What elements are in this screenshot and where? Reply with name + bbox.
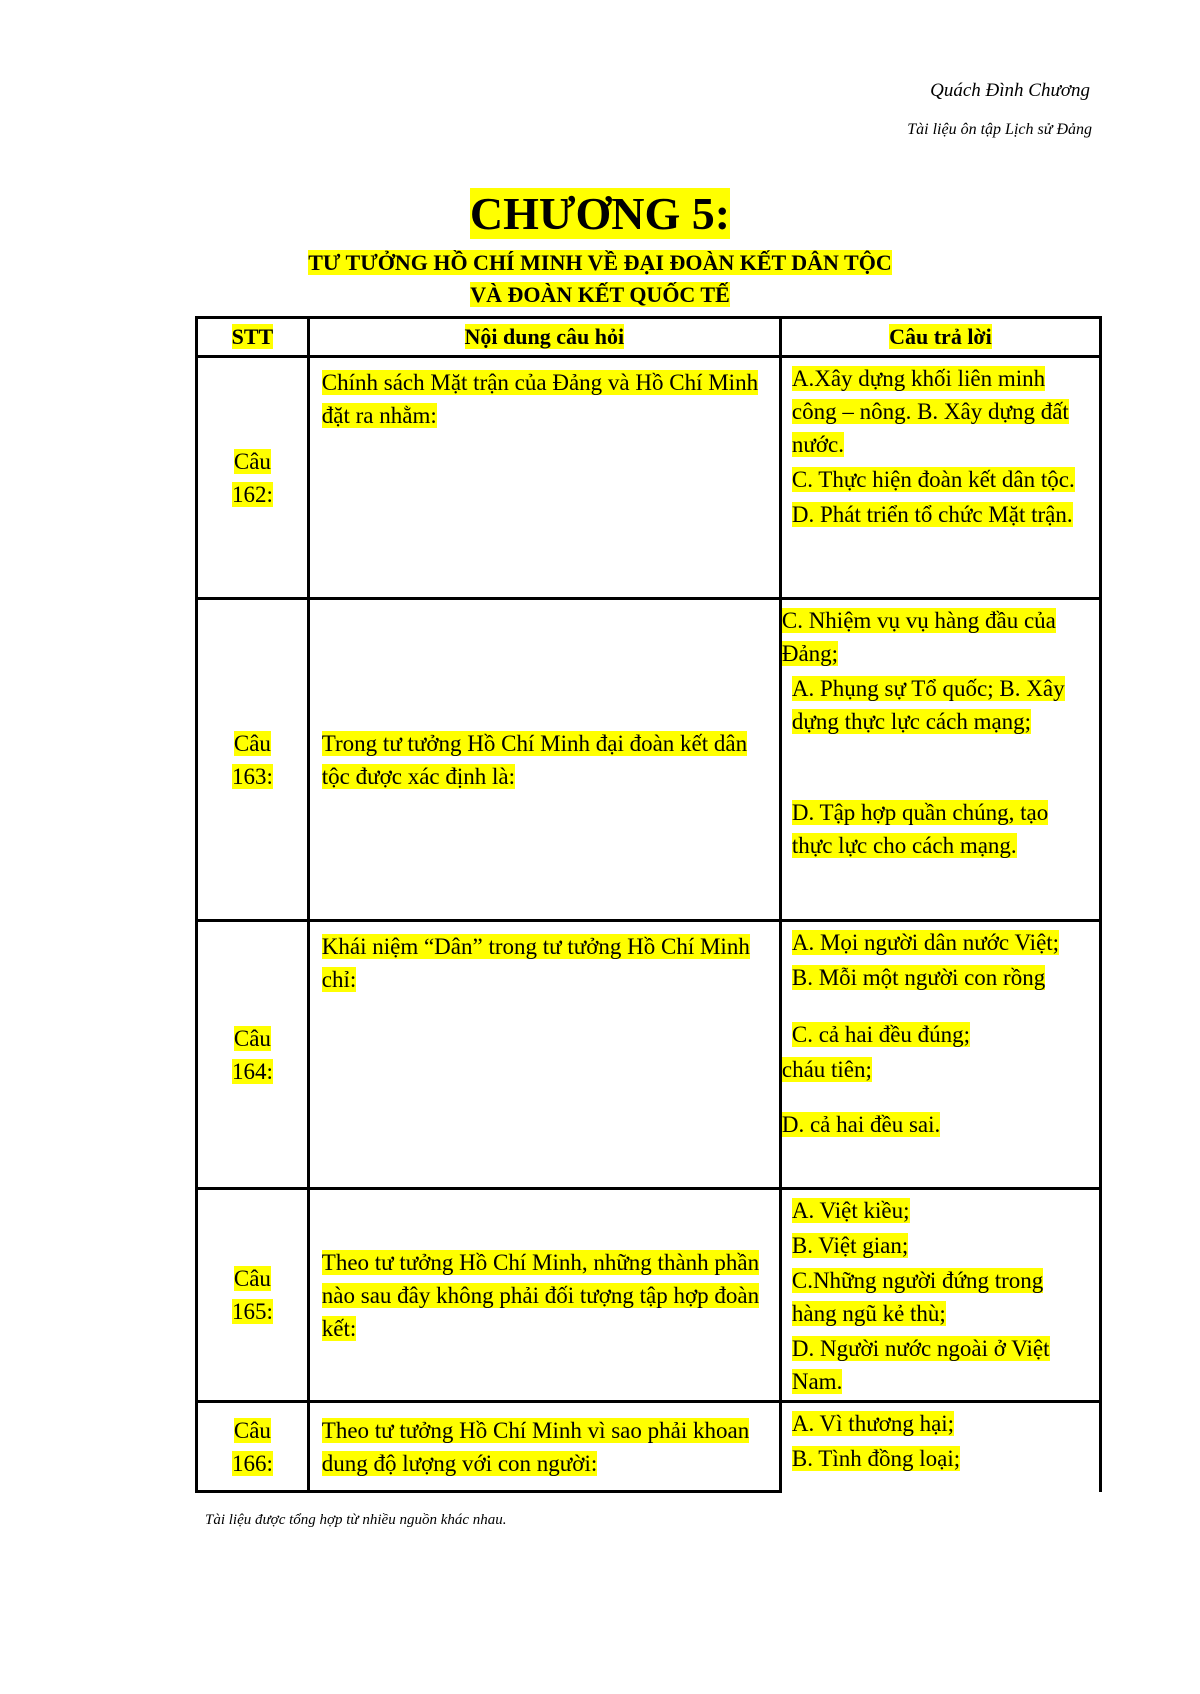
question-cell [308, 599, 780, 921]
stt-label: Câu [233, 730, 271, 756]
question-cell [308, 357, 780, 599]
stt-label: Câu [233, 1417, 271, 1443]
table-row [197, 1189, 1101, 1402]
stt-label: Câu [233, 448, 271, 474]
answer-option: cháu tiên; [781, 1057, 872, 1082]
stt-label: Câu [233, 1266, 271, 1291]
answer-option: D. Tập hợp quần chúng, tạo thực lực cho cách mạng. [791, 800, 1049, 858]
answer-option: A. Phụng sự Tổ quốc; B. Xây dựng thực lực cách mạng; [791, 676, 1065, 734]
table-row [197, 1402, 1101, 1492]
stt-number: 164: [231, 1058, 273, 1084]
answer-option: D. Người nước ngoài ở Việt Nam. [791, 1336, 1050, 1394]
question-cell [308, 1189, 780, 1402]
header-answer [780, 318, 1100, 357]
stt-number: 165: [231, 1299, 273, 1324]
table-row [197, 357, 1101, 599]
question-text: Trong tư tưởng Hồ Chí Minh đại đoàn kết dân tộc được xác định là: [321, 730, 748, 789]
footer-note: Tài liệu được tổng hợp từ nhiều nguồn khác nhau. [205, 1512, 507, 1528]
answer-option: B. Việt gian; [791, 1233, 909, 1258]
stt-number: 163: [231, 763, 273, 789]
question-cell [308, 1402, 780, 1492]
table-header-row [197, 318, 1101, 357]
stt-number: 162: [231, 481, 273, 507]
answer-option: D. Phát triển tổ chức Mặt trận. [791, 502, 1073, 527]
answer-option: B. Mỗi một người con rồng [791, 965, 1046, 990]
question-text: Theo tư tưởng Hồ Chí Minh vì sao phải khoan dung độ lượng với con người: [321, 1417, 750, 1476]
question-table [195, 316, 1102, 1493]
question-text: Khái niệm “Dân” trong tư tưởng Hồ Chí Minh chỉ: [321, 934, 750, 992]
answer-cell [780, 599, 1100, 921]
answer-option: A. Vì thương hại; [791, 1411, 955, 1436]
question-cell [308, 921, 780, 1189]
chapter-title [0, 188, 1200, 240]
chapter-subtitle-line2: VÀ ĐOÀN KẾT QUỐC TẾ [470, 282, 730, 307]
stt-number: 166: [231, 1450, 273, 1476]
header-question [308, 318, 780, 357]
stt-label: Câu [233, 1025, 271, 1051]
chapter-title-text: CHƯƠNG 5: [469, 188, 731, 239]
answer-option: C. cả hai đều đúng; [791, 1022, 971, 1047]
question-text: Theo tư tưởng Hồ Chí Minh, những thành phần nào sau đây không phải đối tượng tập hợp đoàn kết: [321, 1249, 760, 1341]
header-stt-label: STT [231, 324, 274, 349]
stt-cell [197, 599, 309, 921]
chapter-subtitle-line1: TƯ TƯỞNG HỒ CHÍ MINH VỀ ĐẠI ĐOÀN KẾT DÂN TỘC [308, 250, 892, 275]
answer-option: C. Thực hiện đoàn kết dân tộc. [791, 467, 1075, 492]
author-name: Quách Đình Chương [930, 80, 1090, 101]
stt-cell [197, 921, 309, 1189]
header-question-label: Nội dung câu hỏi [464, 324, 625, 349]
answer-option: C. Nhiệm vụ vụ hàng đầu của Đảng; [781, 608, 1056, 666]
table-row [197, 599, 1101, 921]
stt-cell [197, 357, 309, 599]
table-row [197, 921, 1101, 1189]
stt-cell [197, 1189, 309, 1402]
answer-cell [780, 1189, 1100, 1402]
answer-option: C.Những người đứng trong hàng ngũ kẻ thù; [791, 1268, 1044, 1326]
answer-option: A.Xây dựng khối liên minh công – nông. B. Xây dựng đất nước. [791, 366, 1069, 457]
answer-option: B. Tình đồng loại; [791, 1446, 961, 1471]
stt-cell [197, 1402, 309, 1492]
question-text: Chính sách Mặt trận của Đảng và Hồ Chí Minh đặt ra nhằm: [321, 370, 759, 428]
answer-option: D. cả hai đều sai. [781, 1112, 941, 1137]
answer-option: A. Mọi người dân nước Việt; [791, 930, 1060, 955]
header-answer-label: Câu trả lời [889, 324, 992, 349]
document-subtitle: Tài liệu ôn tập Lịch sử Đảng [907, 121, 1092, 138]
answer-cell [780, 357, 1100, 599]
answer-option: A. Việt kiều; [791, 1198, 910, 1223]
header-stt [197, 318, 309, 357]
chapter-subtitle [0, 247, 1200, 311]
answer-cell [780, 1402, 1100, 1492]
answer-cell [780, 921, 1100, 1189]
